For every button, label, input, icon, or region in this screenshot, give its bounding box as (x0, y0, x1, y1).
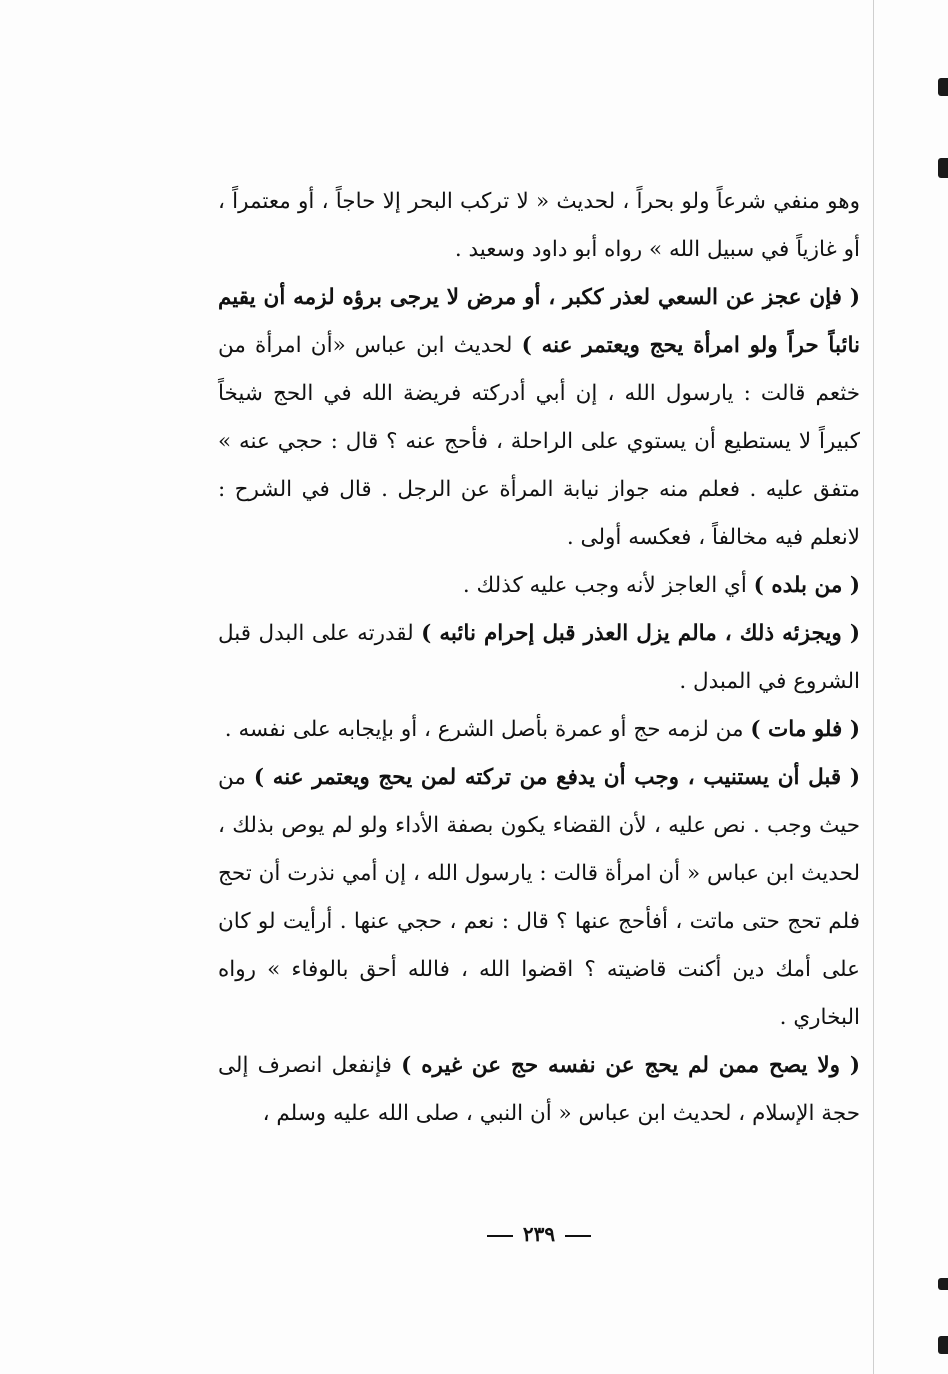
bold-heading-segment: ( قبل أن يستنيب ، وجب أن يدفع من تركته لمن يحج ويعتمر عنه ) (253, 765, 861, 790)
body-text (218, 178, 860, 1138)
paragraph (218, 178, 860, 274)
paragraph (218, 754, 860, 1042)
bold-heading-segment: ( ويجزئه ذلك ، مالم يزل العذر قبل إحرام نائبه ) (421, 621, 860, 646)
paragraph (218, 562, 860, 610)
footer-dash (565, 1235, 591, 1237)
bold-heading-segment: ( ولا يصح ممن لم يحج عن نفسه حج عن غيره ) (401, 1053, 861, 1078)
scan-edge-mark (938, 78, 948, 96)
text-segment: من لزمه حج أو عمرة بأصل الشرع ، أو بإيجابه على نفسه . (224, 717, 751, 742)
page-number-footer (218, 1222, 860, 1246)
paragraph (218, 610, 860, 706)
text-segment: لقدرته على البدل قبل الشروع في المبدل . (218, 621, 860, 694)
scan-edge-mark (938, 158, 948, 178)
paragraph (218, 1042, 860, 1138)
paragraph (218, 274, 860, 562)
footer-dash (487, 1235, 513, 1237)
text-segment: فإنفعل انصرف إلى حجة الإسلام ، لحديث ابن عباس « أن النبي ، صلى الله عليه وسلم ، (218, 1053, 860, 1126)
paragraph (218, 706, 860, 754)
bold-heading-segment: ( فلو مات ) (750, 717, 860, 742)
bold-heading-segment: ( فإن عجز عن السعي لعذر ككبر ، أو مرض لا يرجى برؤه لزمه أن يقيم نائباً حراً ولو امرأة يحج ويعتمر عنه ) (218, 285, 860, 358)
scan-edge-mark (938, 1278, 948, 1290)
text-segment: من حيث وجب . نص عليه ، لأن القضاء يكون بصفة الأداء ولو لم يوص بذلك ، لحديث ابن عباس « أن امرأة قالت : يارسول الله ، إن أمي نذرت أن تحج فلم تحج حتى ماتت ، أفأحج عنها ؟ قال : نعم ، حجي عنها . أرأيت لو كان على أمك دين أكنت قاضيته ؟ اقضوا الله ، فالله أحق بالوفاء » رواه البخاري . (218, 765, 860, 1030)
scan-edge-mark (938, 1336, 948, 1354)
text-segment: وهو منفي شرعاً ولو بحراً ، لحديث « لا تركب البحر إلا حاجاً ، أو معتمراً ، أو غازياً في سبيل الله » رواه أبو داود وسعيد . (218, 189, 860, 262)
page-number: ٢٣٩ (522, 1222, 556, 1246)
bold-heading-segment: ( من بلده ) (753, 573, 860, 598)
text-segment: لحديث ابن عباس «أن امرأة من خثعم قالت : يارسول الله ، إن أبي أدركته فريضة الله في الحج شيخاً كبيراً لا يستطيع أن يستوي على الراحلة ، فأحج عنه ؟ قال : حجي عنه » متفق عليه . فعلم منه جواز نيابة المرأة عن الرجل . قال في الشرح : لانعلم فيه مخالفاً ، فعكسه أولى . (218, 333, 860, 550)
text-segment: أي العاجز لأنه وجب عليه كذلك . (462, 573, 754, 598)
binding-edge-line (873, 0, 874, 1374)
